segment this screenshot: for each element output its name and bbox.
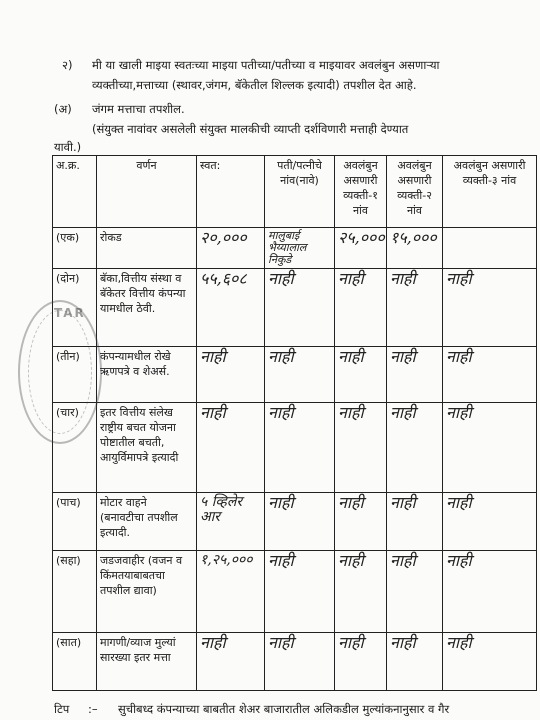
row-self-value: नाही <box>197 347 265 403</box>
row-dependent-1-value: नाही <box>335 551 387 633</box>
table-row <box>53 551 537 633</box>
row-sr: (पाच) <box>53 493 97 551</box>
assets-table <box>52 155 537 691</box>
row-description: मोटार वाहने (बनावटीचा तपशील इत्यादी. <box>97 493 197 551</box>
table-row <box>53 347 537 403</box>
row-spouse-value: नाही <box>265 347 335 403</box>
row-dependent-3-value: नाही <box>443 493 537 551</box>
row-dependent-3-value: नाही <box>443 269 537 347</box>
row-spouse-value: नाही <box>265 403 335 493</box>
row-dependent-3-value <box>443 228 537 269</box>
row-dependent-3-value: नाही <box>443 347 537 403</box>
row-self-value: १,२५,००० <box>197 551 265 633</box>
row-self-value: नाही <box>197 633 265 691</box>
header-self: स्वत: <box>197 156 265 228</box>
table-header-row <box>53 156 537 228</box>
footnote-separator: :– <box>88 702 98 716</box>
section-title: जंगम मत्ताचा तपशील. <box>92 102 185 116</box>
row-spouse-value: नाही <box>265 269 335 347</box>
row-dependent-1-value: २५,००० <box>335 228 387 269</box>
row-spouse-value: नाही <box>265 551 335 633</box>
footnote-text: सुचीबध्द कंपन्याच्या बाबतीत शेअर बाजारातील अलिकडील मुल्यांकनानुसार व गैर <box>118 702 450 716</box>
section-note-2: यावी.) <box>54 140 82 154</box>
row-description: मागणी/व्याज मुल्यां सारख्या इतर मत्ता <box>97 633 197 691</box>
seal-text: TAR <box>54 306 86 320</box>
table-row <box>53 633 537 691</box>
row-dependent-2-value: नाही <box>387 269 443 347</box>
row-sr: (सहा) <box>53 551 97 633</box>
row-dependent-2-value: नाही <box>387 347 443 403</box>
intro-line-2: व्यक्तीच्या,मत्ताच्या (स्थावर,जंगम, बॅकेतील शिल्लक इत्यादी) तपशील देत आहे. <box>92 78 417 92</box>
row-dependent-3-value: नाही <box>443 633 537 691</box>
header-dependent-2: अवलंबुन असणारी व्यक्ती-२ नांव <box>387 156 443 228</box>
row-dependent-3-value: नाही <box>443 551 537 633</box>
row-sr: (सात) <box>53 633 97 691</box>
row-sr: (एक) <box>53 228 97 269</box>
row-dependent-2-value: १५,००० <box>387 228 443 269</box>
row-dependent-1-value: नाही <box>335 269 387 347</box>
footnote-label: टिप <box>54 702 70 716</box>
row-dependent-3-value: नाही <box>443 403 537 493</box>
row-dependent-1-value: नाही <box>335 403 387 493</box>
section-note-1: (संयुक्त नावांवर असलेली संयुक्त मालकीची व्याप्ती दर्शविणारी मत्ताही देण्यात <box>92 122 409 136</box>
row-description: कंपन्यामधील रोखे ऋणपत्रे व शेअर्स. <box>97 347 197 403</box>
intro-line-1: मी या खाली माइया स्वतःच्या माइया पतीच्या/पतीच्या व माइयावर अवलंबुन असणाऱ्या <box>92 58 440 72</box>
section-label: (अ) <box>54 102 72 116</box>
row-dependent-1-value: नाही <box>335 633 387 691</box>
intro-number: २) <box>62 58 73 72</box>
row-self-value: नाही <box>197 403 265 493</box>
row-self-value: ५ व्हिलेर आर <box>197 493 265 551</box>
row-dependent-2-value: नाही <box>387 403 443 493</box>
header-description: वर्णन <box>97 156 197 228</box>
row-sr: (तीन) <box>53 347 97 403</box>
row-sr: (चार) <box>53 403 97 493</box>
row-dependent-2-value: नाही <box>387 633 443 691</box>
row-description: रोकड <box>97 228 197 269</box>
row-description: बॅका,वित्तीय संस्था व बॅकेतर वित्तीय कंपन्या यामधील ठेवी. <box>97 269 197 347</box>
row-self-value: ५५,६०८ <box>197 269 265 347</box>
header-dependent-1: अवलंबुन असणारी व्यक्ती-१ नांव <box>335 156 387 228</box>
row-description: इतर वित्तीय संलेख राष्ट्रीय बचत योजना पोष्टातील बचती, आयुर्विमापत्रे इत्यादी <box>97 403 197 493</box>
row-spouse-value: मालुबाई भैय्यालाल निकुडे <box>265 228 335 269</box>
row-dependent-1-value: नाही <box>335 493 387 551</box>
row-spouse-value: नाही <box>265 633 335 691</box>
row-spouse-value: नाही <box>265 493 335 551</box>
row-dependent-2-value: नाही <box>387 493 443 551</box>
table-row <box>53 228 537 269</box>
row-dependent-2-value: नाही <box>387 551 443 633</box>
row-self-value: २०,००० <box>197 228 265 269</box>
row-sr: (दोन) <box>53 269 97 347</box>
header-sr: अ.क्र. <box>53 156 97 228</box>
row-description: जडजवाहीर (वजन व किंमतयाबाबतचा तपशील द्यावा) <box>97 551 197 633</box>
table-row <box>53 493 537 551</box>
header-dependent-3: अवलंबुन असणारी व्यक्ती-३ नांव <box>443 156 537 228</box>
table-row <box>53 403 537 493</box>
header-spouse: पती/पत्नीचे नांव(नावे) <box>265 156 335 228</box>
row-dependent-1-value: नाही <box>335 347 387 403</box>
table-row <box>53 269 537 347</box>
